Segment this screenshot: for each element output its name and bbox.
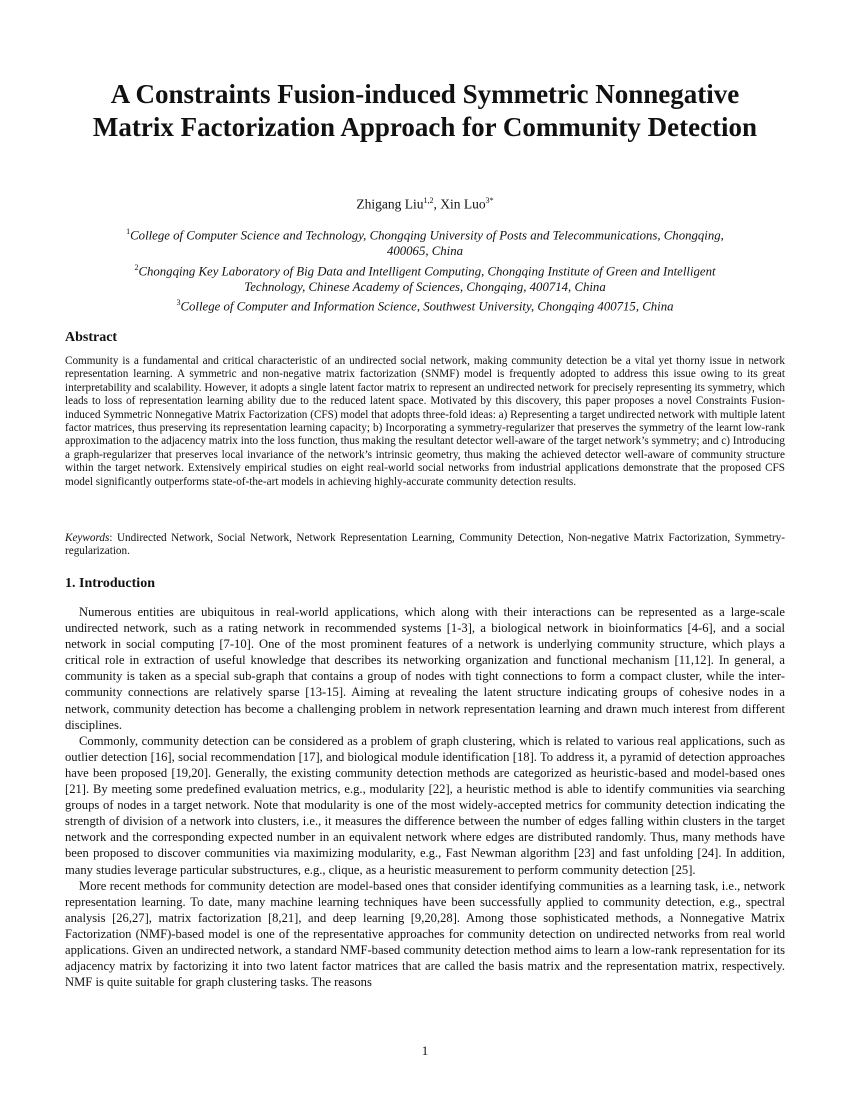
abstract-heading: Abstract bbox=[65, 330, 118, 345]
title-line-2: Matrix Factorization Approach for Community Detection bbox=[92, 112, 758, 142]
introduction-body bbox=[65, 604, 785, 990]
section-heading-introduction: 1. Introduction bbox=[65, 576, 155, 591]
author-affiliation-mark: 1,2 bbox=[423, 196, 434, 205]
affiliation-mark: 2 bbox=[134, 262, 139, 272]
page-number: 1 bbox=[421, 1043, 429, 1058]
keywords bbox=[65, 532, 785, 559]
affiliation bbox=[110, 295, 740, 314]
affiliation-text: Chongqing Key Laboratory of Big Data and Intelligent Computing, Chongqing Institute of Green and Intelligent Technology, Chinese Academy of Sciences, Chongqing, 400714, China bbox=[138, 263, 716, 295]
author-name: Xin Luo bbox=[440, 196, 486, 212]
affiliation-list bbox=[110, 224, 740, 315]
affiliation-mark: 3 bbox=[176, 298, 181, 308]
author-name: Zhigang Liu bbox=[356, 196, 424, 212]
affiliation-text: College of Computer and Information Science, Southwest University, Chongqing 400715, China bbox=[180, 299, 674, 314]
affiliation bbox=[110, 224, 740, 260]
author-affiliation-mark: 3* bbox=[485, 196, 494, 205]
paper-title bbox=[40, 78, 810, 144]
affiliation bbox=[110, 260, 740, 296]
author-separator: , bbox=[433, 196, 441, 212]
affiliation-mark: 1 bbox=[126, 227, 131, 236]
title-line-1: A Constraints Fusion-induced Symmetric Nonnegative bbox=[110, 79, 740, 109]
author-list bbox=[40, 193, 810, 213]
abstract-text: Community is a fundamental and critical characteristic of an undirected social network, making community detection be a vital yet thorny issue in network representation learning. A symmetric and non-negative matrix factorization (SNMF) model is frequently adopted to address this issue owing to its great interpretability and scalability. However, it adopts a single latent factor matrix to represent an undirected network for precisely representing its symmetry, which leads to loss of representation learning ability due to the reduced latent space. Motivated by this discovery, this paper proposes a novel Constraints Fusion-induced Symmetric Nonnegative Matrix Factorization (CFS) model that adopts three-fold ideas: a) Representing a target undirected network with multiple latent factor matrices, thus preserving its representation learning capacity; b) Incorporating a symmetry-regularizer that preserves the symmetry of the learnt low-rank approximation to the adjacency matrix into the loss function, thus making the resultant detector well-aware of the target network’s symmetry; and c) Introducing a graph-regularizer that preserves local invariance of the network’s intrinsic geometry, thus making the achieved detector well-aware of community structure within the target network. Extensively empirical studies on eight real-world social networks from industrial applications demonstrate that the proposed CFS model significantly outperforms state-of-the-art models in achieving highly-accurate community detection results. bbox=[65, 355, 785, 488]
intro-paragraph: Numerous entities are ubiquitous in real-world applications, which along with their interactions can be represented as a large-scale undirected network, such as a rating network in recommended systems [1-3], a biological network in bioinformatics [4-6], and a social network in social computing [7-10]. One of the most prominent features of a network is underlying community structure, which plays a critical role in extraction of useful knowledge that describes its networking organization and functional mechanism [11,12]. In general, a community is taken as a special sub-graph that contains a group of nodes with tight connections to form a compact cluster, while the inter-community connections are relatively sparse [13-15]. Aiming at revealing the latent structure indicating groups of cohesive nodes in a network, community detection has become a challenging problem in network representation learning and drawn much interest from different disciplines. bbox=[65, 605, 785, 732]
intro-paragraph: Commonly, community detection can be considered as a problem of graph clustering, which is related to various real applications, such as outlier detection [16], social recommendation [17], and biological module identification [18]. To address it, a pyramid of detection approaches have been proposed [19,20]. Generally, the existing community detection methods are categorized as heuristic-based and model-based ones [21]. By meeting some predefined evaluation metrics, e.g., modularity [22], a heuristic method is able to identify communities via searching groups of nodes in a target network. Note that modularity is one of the most widely-accepted metrics for community detection indicating the strength of division of a network into clusters, i.e., it measures the difference between the number of edges falling within clusters in the target network and the corresponding expected number in an equivalent network where edges are distributed randomly. Thus, many methods have been proposed to discover communities via maximizing modularity, e.g., Fast Newman algorithm [23] and fast unfolding [24]. In addition, many studies leverage particular substructures, e.g., clique, as a heuristic measurement to perform community detection [25]. bbox=[65, 733, 785, 877]
affiliation-text: College of Computer Science and Technology, Chongqing University of Posts and Telecommunications, Chongqing, 400065, China bbox=[130, 228, 724, 259]
intro-paragraph: More recent methods for community detection are model-based ones that consider identifying communities as a learning task, i.e., network representation learning. To date, many machine learning techniques have been successfully applied to community detection, e.g., spectral analysis [26,27], matrix factorization [8,21], and deep learning [9,20,28]. Among those sophisticated methods, a Nonnegative Matrix Factorization (NMF)-based model is one of the representative approaches for community detection on undirected networks from real world applications. Given an undirected network, a standard NMF-based community detection method aims to learn a low-rank representation for its adjacency matrix by factorizing it into two latent factor matrices that are called the basis matrix and the representation matrix, respectively. NMF is quite suitable for graph clustering tasks. The reasons bbox=[65, 878, 785, 990]
keywords-label: Keywords bbox=[65, 532, 110, 544]
keywords-text: : Undirected Network, Social Network, Network Representation Learning, Community Detection, Non-negative Matrix Factorization, Symmetry-regularization. bbox=[65, 532, 785, 558]
